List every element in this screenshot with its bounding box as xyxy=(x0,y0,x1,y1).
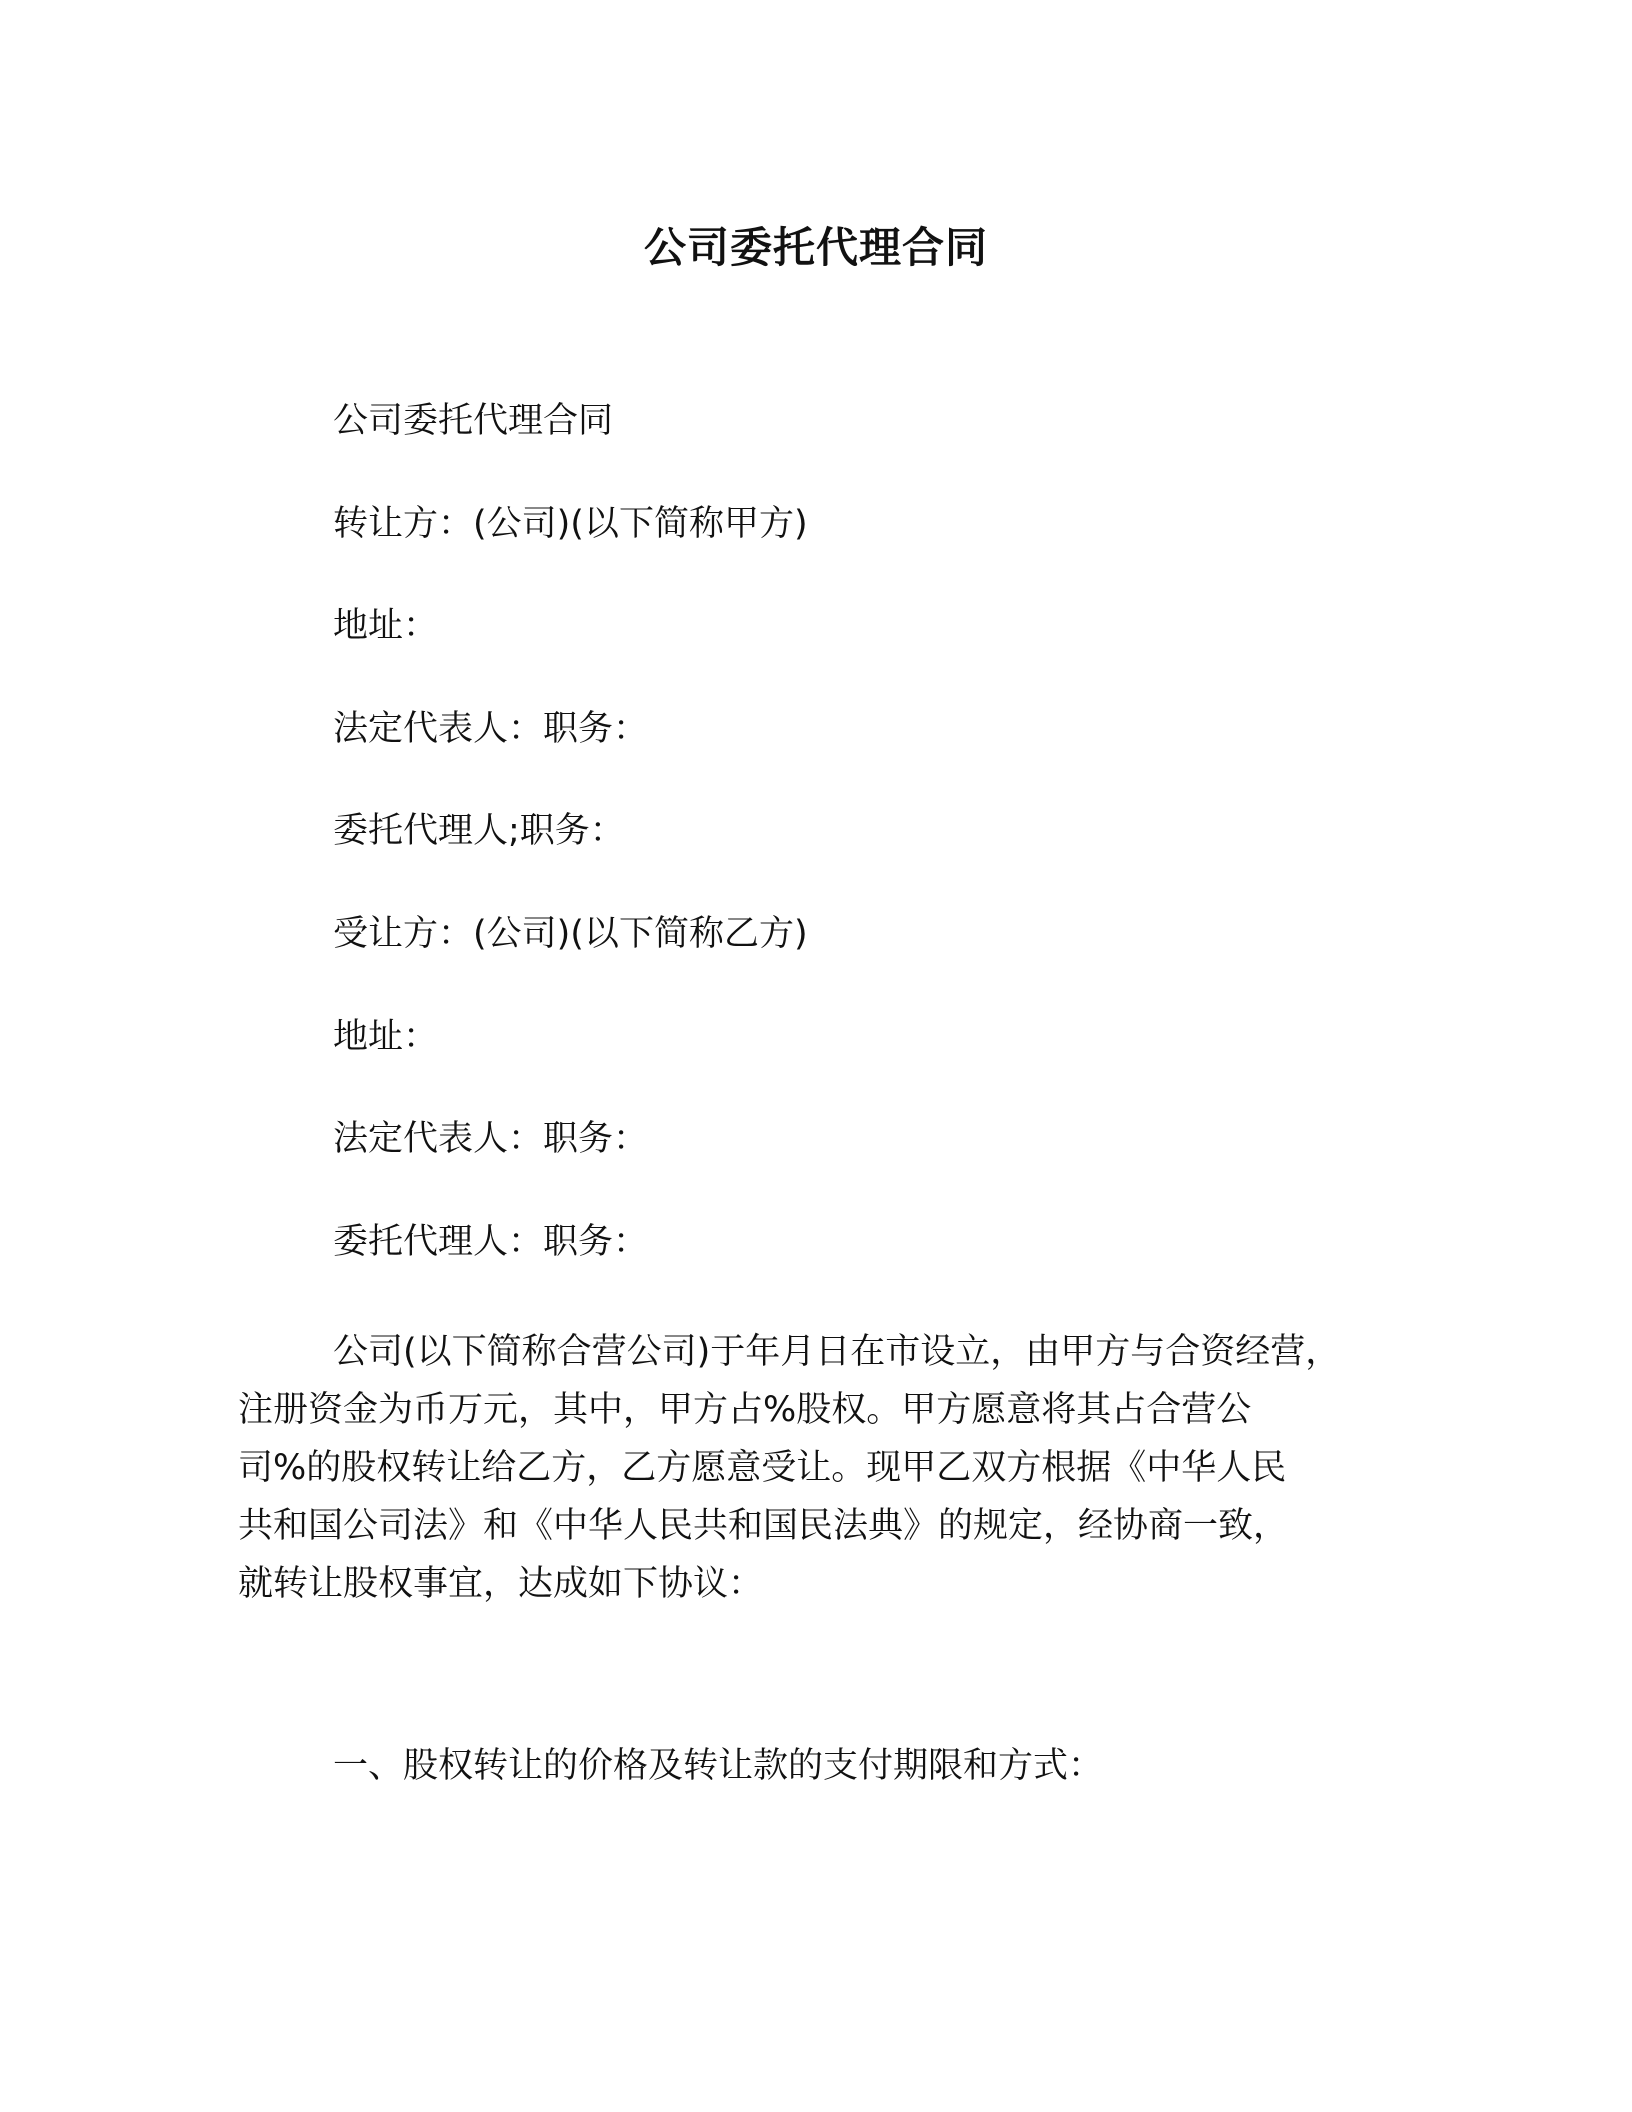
intro-line: 共和国公司法》和《中华人民共和国民法典》的规定，经协商一致， xyxy=(238,1506,1289,1546)
intro-line: 公司(以下简称合营公司)于年月日在市设立，由甲方与合资经营， xyxy=(333,1332,1341,1372)
intro-line: 司%的股权转让给乙方，乙方愿意受让。现甲乙双方根据《中华人民 xyxy=(238,1448,1287,1488)
transferor-agent-line: 委托代理人;职务： xyxy=(333,811,625,851)
intro-line: 注册资金为币万元，其中，甲方占%股权。甲方愿意将其占合营公 xyxy=(238,1390,1252,1430)
transferee-legal-rep-line: 法定代表人：职务： xyxy=(333,1119,649,1159)
subtitle-line: 公司委托代理合同 xyxy=(333,401,614,441)
transferee-agent-line: 委托代理人：职务： xyxy=(333,1222,649,1262)
transferor-address-line: 地址： xyxy=(333,606,439,646)
intro-line: 就转让股权事宜，达成如下协议： xyxy=(238,1564,764,1604)
transferor-legal-rep-line: 法定代表人：职务： xyxy=(333,709,649,749)
section-heading: 一、股权转让的价格及转让款的支付期限和方式： xyxy=(333,1746,1104,1786)
transferor-line: 转让方：(公司)(以下简称甲方) xyxy=(333,504,808,544)
transferee-line: 受让方：(公司)(以下简称乙方) xyxy=(333,914,808,954)
intro-paragraph xyxy=(238,1323,1388,1613)
document-title: 公司委托代理合同 xyxy=(643,223,988,272)
transferee-address-line: 地址： xyxy=(333,1017,439,1057)
